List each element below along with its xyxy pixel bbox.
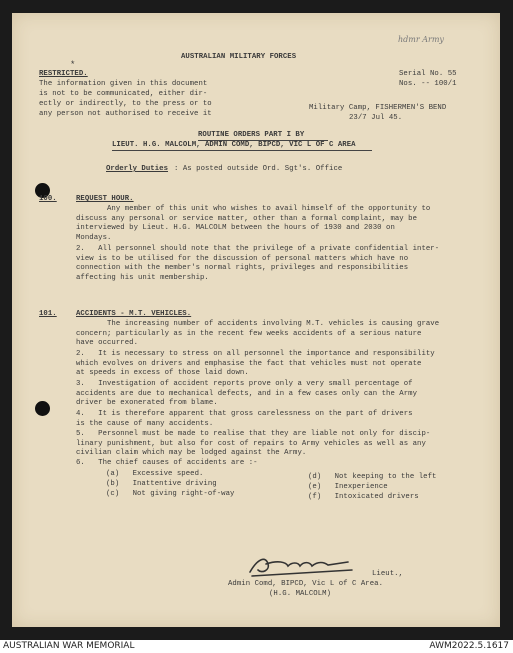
orders-subtitle-underline xyxy=(112,150,372,151)
handwritten-signature xyxy=(244,550,359,580)
document-page xyxy=(12,13,500,627)
orders-title: ROUTINE ORDERS PART I BY xyxy=(198,131,305,139)
section-100-line: Any member of this unit who wishes to avail himself of the opportunity to xyxy=(76,205,431,213)
restricted-line-4: any person not authorised to receive it xyxy=(39,110,212,118)
section-101-line: at speeds in excess of those laid down. xyxy=(76,369,249,377)
section-101-line: 5. Personnel must be made to realise that they are liable not only for discip- xyxy=(76,430,431,438)
serial-number: Serial No. 55 xyxy=(399,70,457,78)
section-101-line: is the cause of many accidents. xyxy=(76,419,214,428)
section-101-line: driver be exonerated from blame. xyxy=(76,399,218,407)
punch-hole-bottom xyxy=(35,401,50,416)
section-101-line: 4. It is therefore apparent that gross carelessness on the part of drivers xyxy=(76,410,413,418)
section-100-line: connection with the member's normal rights, privileges and responsibilities xyxy=(76,264,409,272)
section-100-number: 100. xyxy=(39,195,57,203)
footer-institution: AUSTRALIAN WAR MEMORIAL xyxy=(3,641,135,651)
handwritten-annotation: hdmr Army xyxy=(398,35,444,44)
signature-name: (H.G. MALCOLM) xyxy=(269,590,332,598)
restricted-label: RESTRICTED. xyxy=(39,70,88,78)
restricted-line-3: ectly or indirectly, to the press or to xyxy=(39,100,212,108)
signature-position: Admin Comd, BIPCD, Vic L of C Area. xyxy=(228,580,384,588)
section-101-number: 101. xyxy=(39,310,57,318)
signature-rank: Lieut., xyxy=(372,570,404,578)
orderly-duties-text: : As posted outside Ord. Sgt's. Office xyxy=(174,165,343,173)
footer-catalogue-number: AWM2022.5.1617 xyxy=(429,641,509,651)
archive-footer xyxy=(0,640,513,653)
cause-item: (e) Inexperience xyxy=(308,483,388,491)
cause-item: (f) Intoxicated drivers xyxy=(308,493,419,501)
cause-item: (a) Excessive speed. xyxy=(106,470,204,478)
section-101-line: 6. The chief causes of accidents are :- xyxy=(76,459,258,467)
camp-location: Military Camp, FISHERMEN'S BEND xyxy=(309,104,447,112)
orderly-duties-label: Orderly Duties xyxy=(106,165,169,173)
orders-subtitle: LIEUT. H.G. MALCOLM, ADMIN COMD, BIPCD, VIC L OF C AREA xyxy=(112,141,356,149)
section-100-line: Mondays. xyxy=(76,233,112,242)
section-100-heading: REQUEST HOUR. xyxy=(76,195,134,203)
restricted-line-2: is not to be communicated, either dir- xyxy=(39,90,208,98)
document-date: 23/7 Jul 45. xyxy=(349,114,403,122)
section-100-line: view is to be utilised for the discussion of personal matters which have no xyxy=(76,254,409,263)
nos-number: Nos. -- 100/1 xyxy=(399,80,457,88)
section-101-line: 2. It is necessary to stress on all personnel the importance and responsibility xyxy=(76,350,435,358)
section-101-line: which evolves on drivers and emphasise the fact that vehicles must not operate xyxy=(76,359,422,368)
section-101-line: accidents are due to mechanical defects, and in a few cases only can the Army xyxy=(76,389,418,398)
section-101-heading: ACCIDENTS - M.T. VEHICLES. xyxy=(76,310,192,318)
cause-item: (d) Not keeping to the left xyxy=(308,473,437,481)
section-101-line: The increasing number of accidents involving M.T. vehicles is causing grave xyxy=(76,320,440,328)
section-101-line: civilian claim which may be lodged against the Army. xyxy=(76,449,307,457)
section-101-line: concern; particularly as in the recent few weeks accidents of a serious nature xyxy=(76,329,422,338)
section-101-line: have occurred. xyxy=(76,339,139,347)
cause-item: (c) Not giving right-of-way xyxy=(106,490,235,498)
section-100-line: affecting his unit membership. xyxy=(76,273,209,282)
cause-item: (b) Inattentive driving xyxy=(106,480,217,488)
restricted-line-1: The information given in this document xyxy=(39,80,208,88)
header-title: AUSTRALIAN MILITARY FORCES xyxy=(181,53,297,61)
section-100-line: discuss any personal or service matter, other than a formal complaint, may be xyxy=(76,214,418,223)
corner-mark: * xyxy=(70,60,76,70)
section-101-line: 3. Investigation of accident reports prove only a very small percentage of xyxy=(76,380,413,388)
section-101-line: linary punishment, but also for cost of repairs to Army vehicles as well as any xyxy=(76,439,426,448)
section-100-line: interviewed by Lieut. H.G. MALCOLM between the hours of 1930 and 2030 on xyxy=(76,224,395,232)
section-100-line: 2. All personnel should note that the privilege of a private confidential inter- xyxy=(76,245,440,253)
